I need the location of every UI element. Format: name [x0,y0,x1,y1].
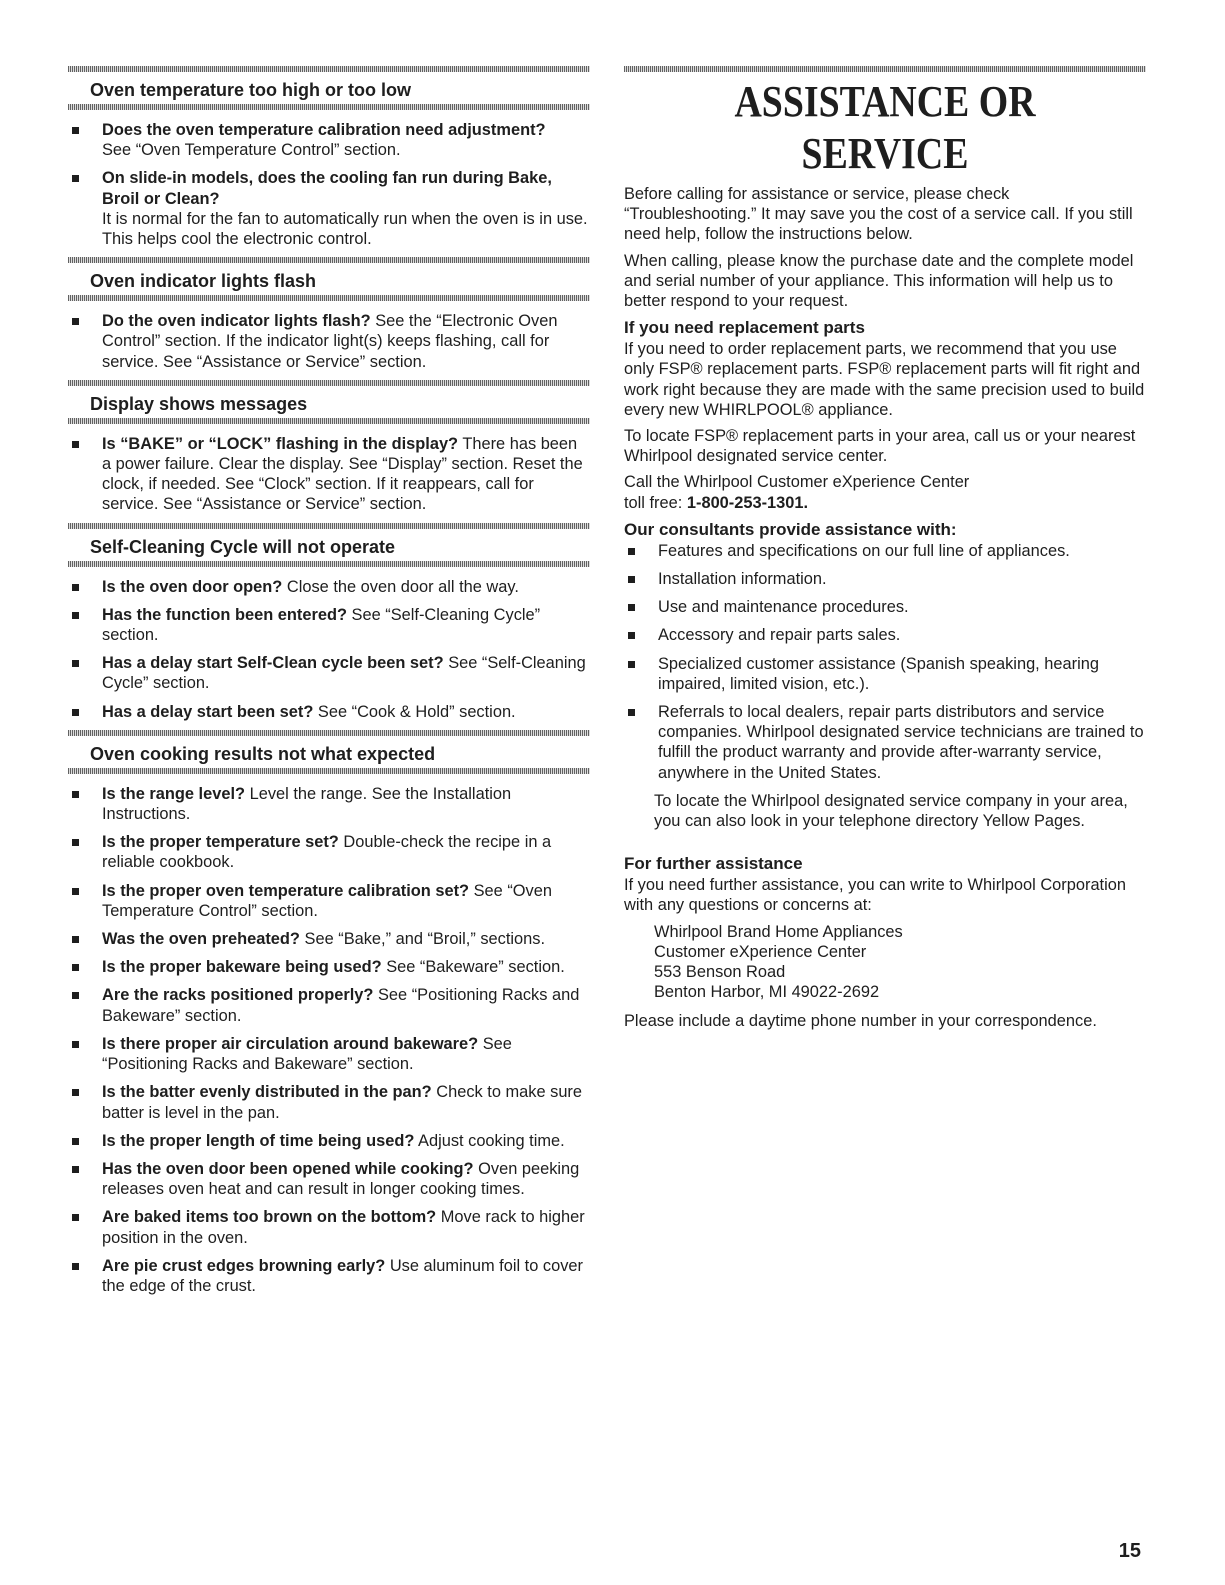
list-item [68,1256,590,1296]
answer-text: There has been a power failure. Clear the display. See “Display” section. Reset the clock, if needed. See “Clock” section. If it reappears, call for service. See “Assistance or Service” section. [102,434,583,514]
parts-paragraph: To locate FSP® replacement parts in your area, call us or your nearest Whirlpool designated service center. [624,427,1136,466]
subheading-replacement-parts: If you need replacement parts [624,318,865,338]
list-item [68,702,590,722]
answer-text: Adjust cooking time. [418,1131,565,1150]
list-item [68,985,590,1025]
question-text: Has a delay start Self-Clean cycle been set? [102,654,444,673]
address-line: Whirlpool Brand Home Appliances [654,922,903,941]
answer-text: See the “Electronic Oven Control” section. If the indicator light(s) keeps flashing, call for service. See “Assistance or Service” section. [102,312,558,371]
list-item: Referrals to local dealers, repair parts distributors and service companies. Whirlpool designated service technicians are trained to fulfill the product warranty and provide after-warranty service, anywhere in the United States. [624,702,1146,783]
section-divider [624,66,1146,72]
mailing-address [624,922,1146,1003]
answer-text: Use aluminum foil to cover the edge of the crust. [102,1256,583,1295]
section-heading: Self-Cleaning Cycle will not operate [90,536,396,557]
phone-number: 1-800-253-1301. [686,493,809,512]
troubleshooting-column [68,66,590,1304]
list-item [68,784,590,824]
list-item [68,1207,590,1247]
list-item: Specialized customer assistance (Spanish speaking, hearing impaired, limited vision, etc.). [624,654,1146,694]
section-divider [68,768,590,774]
section-display-messages [68,380,590,515]
question-text: On slide-in models, does the cooling fan run during Bake, Broil or Clean? [102,169,552,208]
section-divider [68,730,590,736]
list-item [68,120,590,160]
question-text: Is there proper air circulation around bakeware? [102,1034,479,1053]
address-line: Customer eXperience Center [654,942,867,961]
answer-text: See “Positioning Racks and Bakeware” section. [102,986,580,1025]
list-item: Installation information. [624,569,1146,589]
section-oven-temperature [68,66,590,249]
question-text: Has a delay start been set? [102,702,314,721]
toll-free-label: toll free: [624,493,683,512]
address-line: 553 Benson Road [654,963,786,982]
answer-text: Check to make sure batter is level in the pan. [102,1083,583,1122]
address-line: Benton Harbor, MI 49022-2692 [654,983,880,1002]
answer-text: See “Self-Cleaning Cycle” section. [102,654,586,693]
call-paragraph [624,472,1146,512]
list-item [68,311,590,372]
item-list [68,434,590,515]
section-divider [68,561,590,567]
section-divider [68,257,590,263]
answer-text: Double-check the recipe in a reliable cookbook. [102,833,552,872]
question-text: Is the proper length of time being used? [102,1131,415,1150]
subheading-consultants: Our consultants provide assistance with: [624,519,957,539]
answer-text: See “Oven Temperature Control” section. [102,141,401,160]
question-text: Are pie crust edges browning early? [102,1256,386,1275]
answer-text: See “Self-Cleaning Cycle” section. [102,605,541,645]
parts-paragraph: If you need to order replacement parts, we recommend that you use only FSP® replacement parts. FSP® replacement parts will fit right and work right because they are made with the same precision used to build every new WHIRLPOOL® appliance. [624,340,1145,419]
consultant-list [624,541,1146,783]
question-text: Has the function been entered? [102,605,347,624]
question-text: Do the oven indicator lights flash? [102,312,371,331]
list-item [68,929,590,949]
list-item: Use and maintenance procedures. [624,597,1146,617]
list-item [68,881,590,921]
page-title: ASSISTANCE OR SERVICE [734,77,1036,178]
question-text: Is the batter evenly distributed in the pan? [102,1083,432,1102]
answer-text: Close the oven door all the way. [286,577,519,596]
question-text: Is the proper temperature set? [102,833,339,852]
section-heading: Oven indicator lights flash [90,271,317,292]
closing-paragraph: Please include a daytime phone number in your correspondence. [624,1011,1097,1030]
assistance-column [624,66,1146,1037]
section-self-cleaning [68,523,590,722]
section-divider [68,66,590,72]
item-list [68,784,590,1296]
section-divider [68,523,590,529]
question-text: Is the proper bakeware being used? [102,958,382,977]
question-text: Is the oven door open? [102,577,283,596]
list-item [68,1159,590,1199]
further-paragraph: If you need further assistance, you can write to Whirlpool Corporation with any questions or concerns at: [624,876,1126,915]
list-item [68,1131,590,1151]
section-indicator-lights [68,257,590,372]
section-divider [68,418,590,424]
answer-text: Level the range. See the Installation Instructions. [102,784,512,824]
list-item: Accessory and repair parts sales. [624,625,1146,645]
item-list [68,577,590,722]
locate-note: To locate the Whirlpool designated service company in your area, you can also look in your telephone directory Yellow Pages. [654,791,1128,831]
question-text: Does the oven temperature calibration need adjustment? [102,121,546,139]
answer-text: See “Cook & Hold” section. [317,702,516,721]
answer-text: Move rack to higher position in the oven. [102,1208,585,1247]
list-item [68,832,590,872]
question-text: Was the oven preheated? [102,930,300,949]
answer-text: See “Positioning Racks and Bakeware” section. [102,1034,512,1074]
section-divider [68,380,590,386]
call-text: Call the Whirlpool Customer eXperience Center [624,473,970,492]
page-number: 15 [1118,1540,1141,1562]
answer-text: Oven peeking releases oven heat and can result in longer cooking times. [102,1159,580,1199]
section-divider [68,295,590,301]
section-divider [68,104,590,110]
question-text: Is the range level? [102,784,246,803]
intro-paragraph: Before calling for assistance or service, please check “Troubleshooting.” It may save you the cost of a service call. If you still need help, follow the instructions below. [624,185,1133,244]
answer-text: It is normal for the fan to automatically run when the oven is in use. This helps cool the electronic control. [102,209,588,249]
intro-paragraph: When calling, please know the purchase date and the complete model and serial number of your appliance. This information will help us to better respond to your request. [624,251,1134,311]
question-text: Is the proper oven temperature calibration set? [102,881,470,900]
list-item: Features and specifications on our full line of appliances. [624,541,1146,561]
answer-text: See “Bake,” and “Broil,” sections. [304,930,546,949]
answer-text: See “Oven Temperature Control” section. [102,881,552,920]
subheading-further-assistance: For further assistance [624,854,803,874]
item-list [68,120,590,249]
list-item [68,1034,590,1074]
item-list [68,311,590,372]
list-item [68,653,590,693]
list-item [68,957,590,977]
section-cooking-results [68,730,590,1296]
list-item [68,434,590,515]
question-text: Are the racks positioned properly? [102,986,374,1005]
list-item [68,605,590,645]
question-text: Is “BAKE” or “LOCK” flashing in the display? [102,434,459,453]
section-heading: Oven temperature too high or too low [90,80,412,100]
list-item [68,577,590,597]
question-text: Are baked items too brown on the bottom? [102,1208,437,1227]
section-heading: Display shows messages [90,393,308,414]
list-item [68,168,590,249]
answer-text: See “Bakeware” section. [386,958,565,977]
question-text: Has the oven door been opened while cooking? [102,1159,474,1178]
section-heading: Oven cooking results not what expected [90,743,436,764]
list-item [68,1082,590,1122]
